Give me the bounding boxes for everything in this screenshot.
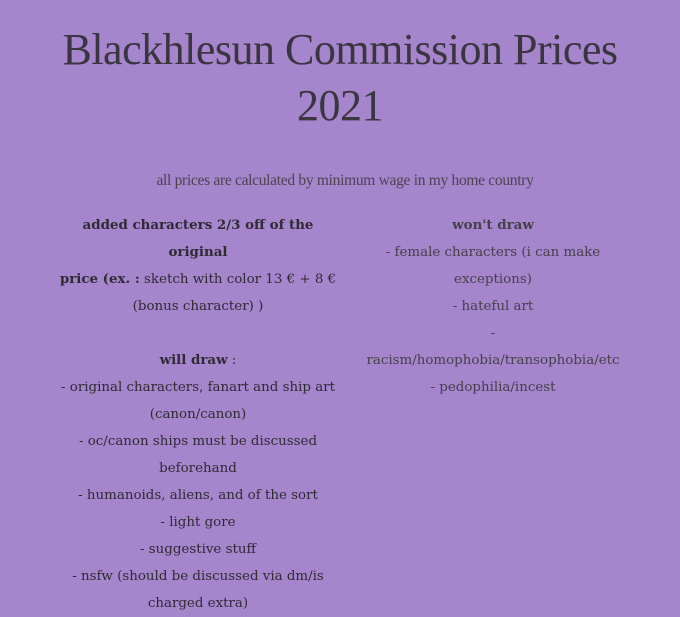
wont-draw-item: exceptions) <box>454 272 532 287</box>
added-characters-line-3: (bonus character) ) <box>132 299 264 314</box>
will-draw-item: - oc/canon ships must be discussed <box>78 434 318 449</box>
will-draw-item: beforehand <box>159 461 237 476</box>
price-example-text: sketch with color 13 € + 8 € <box>139 272 337 287</box>
subtitle: all prices are calculated by minimum wage in my home country <box>156 172 534 189</box>
wont-draw-column <box>348 212 638 401</box>
wont-draw-item: - pedophilia/incest <box>430 380 556 395</box>
spacer <box>52 320 344 347</box>
will-draw-item: - original characters, fanart and ship art <box>60 380 335 395</box>
will-draw-item: - suggestive stuff <box>139 542 257 557</box>
page-title <box>0 22 680 134</box>
will-draw-item: - humanoids, aliens, and of the sort <box>78 488 318 503</box>
will-draw-heading-colon: : <box>227 353 237 368</box>
added-characters-line-2 <box>52 266 344 293</box>
will-draw-heading <box>52 347 344 374</box>
added-characters-line-1: added characters 2/3 off of the original <box>82 217 314 260</box>
title-line-2: 2021 <box>297 81 383 130</box>
wont-draw-heading: won't draw <box>452 217 534 233</box>
wont-draw-item: - hateful art <box>452 299 534 314</box>
wont-draw-item: racism/homophobia/transophobia/etc <box>366 353 620 368</box>
will-draw-item: charged extra) <box>147 596 249 611</box>
price-example-label: price (ex. : <box>59 271 140 287</box>
will-draw-column <box>52 212 344 617</box>
title-line-1: Blackhlesun Commission Prices <box>62 25 618 74</box>
wont-draw-item: - <box>490 326 496 341</box>
will-draw-item: - light gore <box>160 515 236 530</box>
wont-draw-item: - female characters (i can make <box>385 245 601 260</box>
will-draw-item: (canon/canon) <box>149 407 247 422</box>
will-draw-item: - nsfw (should be discussed via dm/is <box>72 569 324 584</box>
will-draw-heading-text: will draw <box>159 352 228 368</box>
